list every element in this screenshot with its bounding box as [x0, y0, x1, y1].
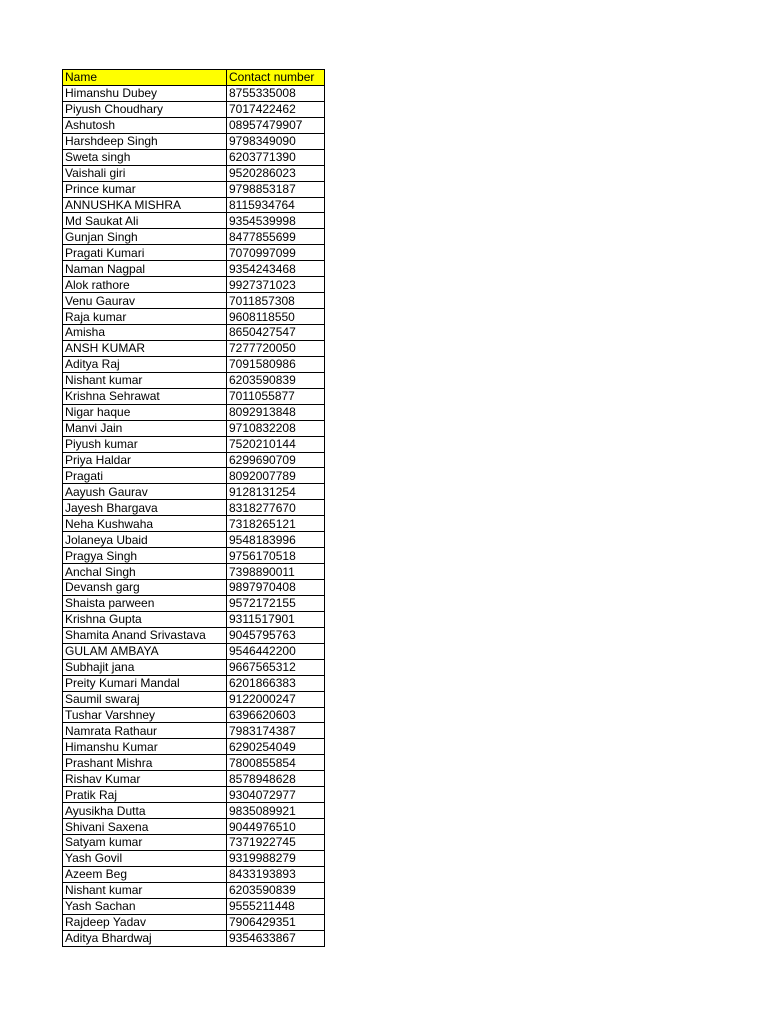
contact-number-cell: 9045795763 — [227, 627, 325, 643]
contact-number-cell: 9756170518 — [227, 548, 325, 564]
table-row — [63, 930, 325, 946]
contact-number-cell: 8092007789 — [227, 468, 325, 484]
table-row — [63, 101, 325, 117]
name-cell: Yash Govil — [63, 850, 227, 866]
name-cell: Jolaneya Ubaid — [63, 532, 227, 548]
contact-number-cell: 9304072977 — [227, 787, 325, 803]
name-cell: Rishav Kumar — [63, 771, 227, 787]
name-cell: Piyush kumar — [63, 436, 227, 452]
contact-number-cell: 7983174387 — [227, 723, 325, 739]
contact-number-cell: 7070997099 — [227, 245, 325, 261]
name-cell: Saumil swaraj — [63, 691, 227, 707]
table-row — [63, 659, 325, 675]
contact-number-cell: 6201866383 — [227, 675, 325, 691]
table-row — [63, 149, 325, 165]
name-cell: Aditya Bhardwaj — [63, 930, 227, 946]
contact-number-cell: 9608118550 — [227, 309, 325, 325]
contact-number-cell: 6203590839 — [227, 882, 325, 898]
table-row — [63, 835, 325, 851]
contact-number-cell: 6203590839 — [227, 372, 325, 388]
contact-number-cell: 8433193893 — [227, 866, 325, 882]
name-cell: Shivani Saxena — [63, 819, 227, 835]
name-cell: Pragya Singh — [63, 548, 227, 564]
table-row — [63, 787, 325, 803]
contact-number-cell: 6203771390 — [227, 149, 325, 165]
contact-number-cell: 7011857308 — [227, 293, 325, 309]
contact-number-cell: 8477855699 — [227, 229, 325, 245]
table-row — [63, 293, 325, 309]
table-row — [63, 372, 325, 388]
name-cell: Priya Haldar — [63, 452, 227, 468]
name-cell: Satyam kumar — [63, 835, 227, 851]
contact-number-cell: 6290254049 — [227, 739, 325, 755]
contact-number-cell: 9546442200 — [227, 643, 325, 659]
contact-column-header: Contact number — [227, 70, 325, 86]
contact-number-cell: 7371922745 — [227, 835, 325, 851]
table-row — [63, 691, 325, 707]
table-row — [63, 468, 325, 484]
table-row — [63, 436, 325, 452]
table-row — [63, 133, 325, 149]
table-row — [63, 803, 325, 819]
header-row — [63, 70, 325, 86]
table-row — [63, 516, 325, 532]
name-cell: Neha Kushwaha — [63, 516, 227, 532]
name-cell: ANNUSHKA MISHRA — [63, 197, 227, 213]
table-row — [63, 723, 325, 739]
table-row — [63, 500, 325, 516]
name-cell: Piyush Choudhary — [63, 101, 227, 117]
contact-number-cell: 9354243468 — [227, 261, 325, 277]
name-cell: Yash Sachan — [63, 898, 227, 914]
name-cell: Alok rathore — [63, 277, 227, 293]
table-row — [63, 675, 325, 691]
contact-number-cell: 6299690709 — [227, 452, 325, 468]
name-cell: Aditya Raj — [63, 356, 227, 372]
contact-number-cell: 9520286023 — [227, 165, 325, 181]
name-cell: Harshdeep Singh — [63, 133, 227, 149]
contact-number-cell: 7011055877 — [227, 388, 325, 404]
table-row — [63, 914, 325, 930]
name-cell: Gunjan Singh — [63, 229, 227, 245]
contact-number-cell: 7277720050 — [227, 340, 325, 356]
contact-number-cell: 7906429351 — [227, 914, 325, 930]
contact-number-cell: 7800855854 — [227, 755, 325, 771]
table-row — [63, 404, 325, 420]
table-row — [63, 309, 325, 325]
contact-number-cell: 9798349090 — [227, 133, 325, 149]
name-cell: Shamita Anand Srivastava — [63, 627, 227, 643]
name-cell: Ayusikha Dutta — [63, 803, 227, 819]
table-row — [63, 850, 325, 866]
table-row — [63, 388, 325, 404]
table-row — [63, 181, 325, 197]
contact-number-cell: 9354539998 — [227, 213, 325, 229]
contact-number-cell: 8092913848 — [227, 404, 325, 420]
contact-table — [62, 69, 325, 947]
name-cell: Rajdeep Yadav — [63, 914, 227, 930]
name-cell: Sweta singh — [63, 149, 227, 165]
name-cell: Krishna Gupta — [63, 611, 227, 627]
name-cell: Naman Nagpal — [63, 261, 227, 277]
table-row — [63, 277, 325, 293]
name-cell: Subhajit jana — [63, 659, 227, 675]
name-cell: Venu Gaurav — [63, 293, 227, 309]
contact-number-cell: 9710832208 — [227, 420, 325, 436]
table-row — [63, 643, 325, 659]
contact-number-cell: 8650427547 — [227, 325, 325, 341]
contact-number-cell: 7318265121 — [227, 516, 325, 532]
name-cell: Devansh garg — [63, 580, 227, 596]
name-cell: Nishant kumar — [63, 372, 227, 388]
table-row — [63, 755, 325, 771]
name-cell: Preity Kumari Mandal — [63, 675, 227, 691]
table-row — [63, 245, 325, 261]
table-row — [63, 739, 325, 755]
table-row — [63, 261, 325, 277]
table-row — [63, 866, 325, 882]
table-row — [63, 532, 325, 548]
name-cell: Prince kumar — [63, 181, 227, 197]
name-cell: Himanshu Dubey — [63, 85, 227, 101]
table-row — [63, 548, 325, 564]
table-row — [63, 898, 325, 914]
table-row — [63, 229, 325, 245]
contact-number-cell: 9128131254 — [227, 484, 325, 500]
contact-number-cell: 7398890011 — [227, 564, 325, 580]
name-cell: Nishant kumar — [63, 882, 227, 898]
contact-number-cell: 08957479907 — [227, 117, 325, 133]
name-cell: Anchal Singh — [63, 564, 227, 580]
name-cell: Nigar haque — [63, 404, 227, 420]
name-cell: Namrata Rathaur — [63, 723, 227, 739]
name-cell: Prashant Mishra — [63, 755, 227, 771]
table-row — [63, 611, 325, 627]
contact-number-cell: 9572172155 — [227, 595, 325, 611]
table-row — [63, 197, 325, 213]
table-row — [63, 420, 325, 436]
contact-number-cell: 9122000247 — [227, 691, 325, 707]
name-cell: Himanshu Kumar — [63, 739, 227, 755]
name-cell: GULAM AMBAYA — [63, 643, 227, 659]
contact-number-cell: 8115934764 — [227, 197, 325, 213]
contact-number-cell: 9798853187 — [227, 181, 325, 197]
name-cell: Aayush Gaurav — [63, 484, 227, 500]
table-row — [63, 325, 325, 341]
name-cell: Ashutosh — [63, 117, 227, 133]
contact-number-cell: 9555211448 — [227, 898, 325, 914]
contact-number-cell: 9667565312 — [227, 659, 325, 675]
name-cell: Tushar Varshney — [63, 707, 227, 723]
name-cell: ANSH KUMAR — [63, 340, 227, 356]
contact-number-cell: 6396620603 — [227, 707, 325, 723]
contact-number-cell: 9354633867 — [227, 930, 325, 946]
name-cell: Vaishali giri — [63, 165, 227, 181]
name-cell: Pragati Kumari — [63, 245, 227, 261]
contact-number-cell: 8578948628 — [227, 771, 325, 787]
table-row — [63, 819, 325, 835]
name-cell: Shaista parween — [63, 595, 227, 611]
name-cell: Krishna Sehrawat — [63, 388, 227, 404]
contact-number-cell: 7091580986 — [227, 356, 325, 372]
table-row — [63, 580, 325, 596]
table-row — [63, 213, 325, 229]
table-row — [63, 595, 325, 611]
table-row — [63, 771, 325, 787]
table-row — [63, 85, 325, 101]
table-row — [63, 564, 325, 580]
table-row — [63, 356, 325, 372]
table-row — [63, 627, 325, 643]
name-column-header: Name — [63, 70, 227, 86]
contact-number-cell: 9897970408 — [227, 580, 325, 596]
table-row — [63, 484, 325, 500]
contact-number-cell: 9835089921 — [227, 803, 325, 819]
table-row — [63, 165, 325, 181]
table-row — [63, 117, 325, 133]
contact-number-cell: 9319988279 — [227, 850, 325, 866]
name-cell: Jayesh Bhargava — [63, 500, 227, 516]
name-cell: Pragati — [63, 468, 227, 484]
name-cell: Md Saukat Ali — [63, 213, 227, 229]
name-cell: Raja kumar — [63, 309, 227, 325]
table-row — [63, 707, 325, 723]
contact-number-cell: 7017422462 — [227, 101, 325, 117]
table-row — [63, 340, 325, 356]
contact-number-cell: 8318277670 — [227, 500, 325, 516]
table-row — [63, 452, 325, 468]
contact-number-cell: 9044976510 — [227, 819, 325, 835]
name-cell: Azeem Beg — [63, 866, 227, 882]
name-cell: Manvi Jain — [63, 420, 227, 436]
name-cell: Pratik Raj — [63, 787, 227, 803]
table-row — [63, 882, 325, 898]
contact-number-cell: 8755335008 — [227, 85, 325, 101]
contact-number-cell: 9927371023 — [227, 277, 325, 293]
name-cell: Amisha — [63, 325, 227, 341]
contact-number-cell: 7520210144 — [227, 436, 325, 452]
contact-number-cell: 9311517901 — [227, 611, 325, 627]
contact-number-cell: 9548183996 — [227, 532, 325, 548]
